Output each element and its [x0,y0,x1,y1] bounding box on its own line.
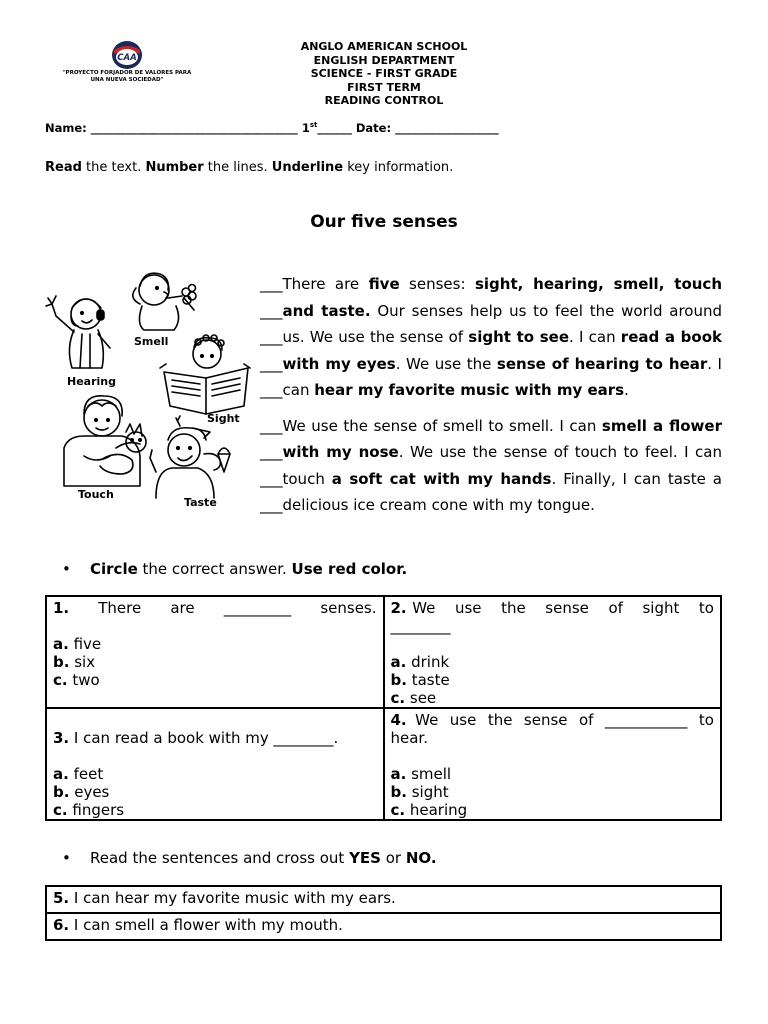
school-logo [62,40,192,84]
question-4: 4. We use the sense of ___________ to hear. a. smell b. sight c. hearing [384,708,722,820]
logo-motto: "PROYECTO FORJADOR DE VALORES PARA UNA NUEVA SOCIEDAD" [62,70,192,83]
date-label: Date: [355,121,392,135]
name-label: Name: [45,121,87,135]
subject-name: SCIENCE - FIRST GRADE [310,67,458,81]
option-b[interactable]: b. taste [390,671,450,689]
option-c[interactable]: c. see [390,689,437,707]
passage-paragraph-1: ___There are five senses: sight, hearing, smell, touch ___and taste. Our senses help us to feel the world around ___us. We use the sense of sight to see. I can read a book ___with my eyes. We use the sense of hearing to hear. I ___can hear my favorite music with my ears. [260,275,723,399]
label-taste: Taste [184,496,217,508]
page-title: Our five senses [310,212,458,232]
option-c[interactable]: c. hearing [390,801,468,819]
option-b[interactable]: b. eyes [53,783,110,801]
yes-no-table [45,885,722,941]
passage-paragraph-2: ___We use the sense of smell to smell. I can smell a flower ___with my nose. We use the sense of touch to feel. I can ___touch a soft cat with my hands. Finally, I can taste a ___delicious ice cream cone with my tongue. [260,416,722,514]
question-2: 2. We use the sense of sight to ________ a. drink b. taste c. see [384,596,722,708]
multiple-choice-table [45,595,722,821]
question-1: 1. There are _________ senses. a. five b. six c. two [46,596,384,708]
name-field[interactable]: ____________________________________ [90,121,298,135]
option-a[interactable]: a. five [53,635,102,653]
statement-6[interactable]: 6. I can smell a flower with my mouth. [46,913,721,940]
sight-child-icon [160,335,250,414]
option-a[interactable]: a. smell [390,765,452,783]
smell-child-icon [133,273,196,330]
school-name: ANGLO AMERICAN SCHOOL [300,40,468,53]
taste-child-icon [150,416,230,498]
label-touch: Touch [78,488,114,501]
school-logo-icon [110,40,144,70]
five-senses-illustration [44,268,252,508]
yes-no-instruction: • Read the sentences and cross out YES or NO. [66,849,437,867]
reading-instructions: Read the text. Number the lines. Underline key information. [45,160,454,175]
logo-initials: CAA [117,53,137,63]
label-hearing: Hearing [67,375,116,388]
option-c[interactable]: c. fingers [53,801,125,819]
document-header [234,40,534,108]
grade-suffix: st [309,121,318,130]
option-a[interactable]: a. feet [53,765,104,783]
term-name: FIRST TERM [347,80,421,94]
option-b[interactable]: b. sight [390,783,449,801]
student-info-line [45,121,499,135]
circle-instruction: • Circle the correct answer. Use red color. [66,560,407,578]
touch-child-icon [64,396,146,486]
label-smell: Smell [134,335,169,348]
question-3: 3. I can read a book with my ________. a. feet b. eyes c. fingers [46,708,384,820]
option-c[interactable]: c. two [53,671,100,689]
reading-passage [260,271,722,519]
department-name: ENGLISH DEPARTMENT [313,53,455,67]
grade-number: 1 [301,121,310,135]
option-a[interactable]: a. drink [390,653,450,671]
date-field[interactable]: __________________ [395,121,499,135]
option-b[interactable]: b. six [53,653,96,671]
label-sight: Sight [207,412,240,425]
grade-field[interactable]: ______ [317,121,352,135]
activity-name: READING CONTROL [324,94,444,108]
statement-5[interactable]: 5. I can hear my favorite music with my ears. [46,886,721,913]
hearing-child-icon [46,296,110,368]
